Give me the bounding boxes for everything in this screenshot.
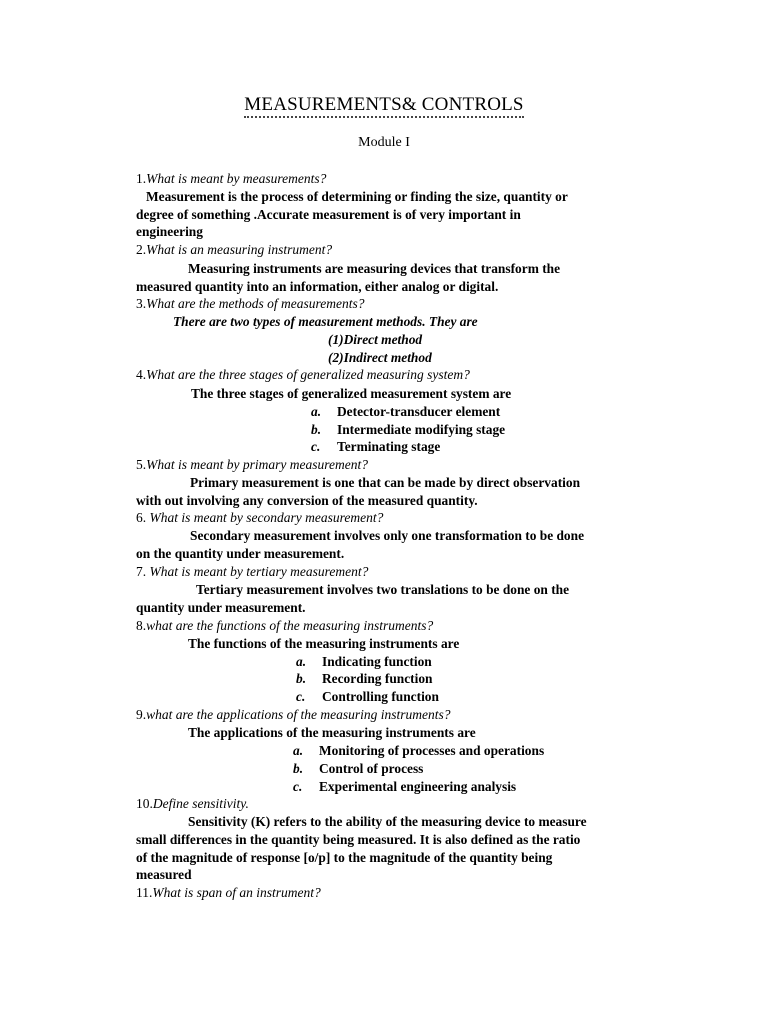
answer-1-line-3: engineering [136, 224, 203, 239]
question-6: 6. What is meant by secondary measurement? [136, 510, 384, 525]
answer-2-line-1: Measuring instruments are measuring devices that transform the [188, 261, 561, 276]
method-indirect: (2)Indirect method [328, 350, 432, 365]
list-item: b. Control of process [293, 761, 424, 776]
question-11: 11.What is span of an instrument? [136, 885, 321, 900]
list-item: c. Controlling function [296, 689, 439, 704]
answer-3-line-1: There are two types of measurement methods. They are [173, 314, 478, 329]
question-4: 4.What are the three stages of generalized measuring system? [136, 367, 470, 382]
question-5: 5.What is meant by primary measurement? [136, 457, 368, 472]
answer-2-line-2: measured quantity into an information, either analog or digital. [136, 279, 499, 294]
answer-8-line-1: The functions of the measuring instruments are [188, 636, 460, 651]
answer-10-line-4: measured [136, 867, 192, 882]
list-item: a. Indicating function [296, 654, 432, 669]
module-heading: Module I [358, 135, 410, 150]
answer-10-line-1: Sensitivity (K) refers to the ability of the measuring device to measure [188, 814, 587, 829]
answer-6-line-1: Secondary measurement involves only one transformation to be done [190, 528, 585, 543]
answer-1-line-1: Measurement is the process of determining or finding the size, quantity or [146, 189, 568, 204]
answer-9-line-1: The applications of the measuring instruments are [188, 725, 476, 740]
question-3: 3.What are the methods of measurements? [136, 296, 365, 311]
method-direct: (1)Direct method [328, 332, 423, 347]
answer-10-line-2: small differences in the quantity being measured. It is also defined as the ratio [136, 832, 581, 847]
list-item: b. Recording function [296, 671, 433, 686]
document-title: MEASUREMENTS& CONTROLS [0, 94, 768, 116]
list-item: b. Intermediate modifying stage [311, 422, 506, 437]
question-10: 10.Define sensitivity. [136, 796, 249, 811]
list-item: a. Monitoring of processes and operations [293, 743, 545, 758]
question-1: 1.What is meant by measurements? [136, 171, 327, 186]
answer-4-line-1: The three stages of generalized measurement system are [191, 386, 512, 401]
answer-10-line-3: of the magnitude of response [o/p] to the magnitude of the quantity being [136, 850, 553, 865]
answer-5-line-2: with out involving any conversion of the measured quantity. [136, 493, 478, 508]
answer-7-line-2: quantity under measurement. [136, 600, 306, 615]
question-7: 7. What is meant by tertiary measurement? [136, 564, 369, 579]
list-item: a. Detector-transducer element [311, 404, 501, 419]
answer-6-line-2: on the quantity under measurement. [136, 546, 345, 561]
answer-7-line-1: Tertiary measurement involves two translations to be done on the [196, 582, 570, 597]
question-2: 2.What is an measuring instrument? [136, 242, 333, 257]
list-item: c. Experimental engineering analysis [293, 779, 517, 794]
list-item: c. Terminating stage [311, 439, 441, 454]
answer-1-line-2: degree of something .Accurate measurement is of very important in [136, 207, 521, 222]
answer-5-line-1: Primary measurement is one that can be made by direct observation [190, 475, 581, 490]
question-8: 8.what are the functions of the measuring instruments? [136, 618, 434, 633]
question-9: 9.what are the applications of the measuring instruments? [136, 707, 451, 722]
